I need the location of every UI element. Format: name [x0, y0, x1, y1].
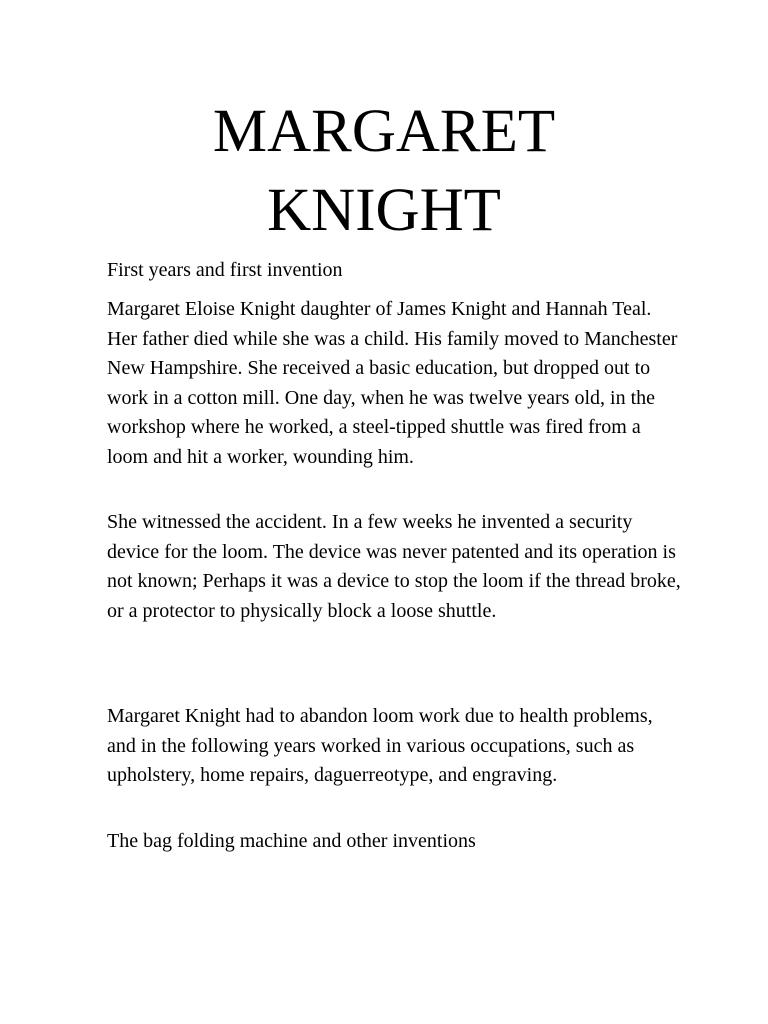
page-title-line-2: KNIGHT: [267, 177, 501, 244]
paragraph-later-occupations: Margaret Knight had to abandon loom work due to health problems, and in the following years worked in various occupations, such as upholstery, home repairs, daguerreotype, and engraving.: [107, 705, 653, 786]
section-heading-first-years: First years and first invention: [107, 259, 343, 281]
page-title-line-1: MARGARET: [212, 98, 556, 165]
page-title: [0, 92, 768, 250]
paragraph-first-invention: She witnessed the accident. In a few weeks he invented a security device for the loom. The device was never patented and its operation is not known; Perhaps it was a device to stop the loom if the thread broke, or a protector to physically block a loose shuttle.: [107, 511, 681, 622]
paragraph-early-life: Margaret Eloise Knight daughter of James Knight and Hannah Teal. Her father died while she was a child. His family moved to Manchester New Hampshire. She received a basic education, but dropped out to work in a cotton mill. One day, when he was twelve years old, in the workshop where he worked, a steel-tipped shuttle was fired from a loom and hit a worker, wounding him.: [107, 298, 678, 468]
section-heading-bag-folding-machine: The bag folding machine and other inventions: [107, 830, 476, 852]
